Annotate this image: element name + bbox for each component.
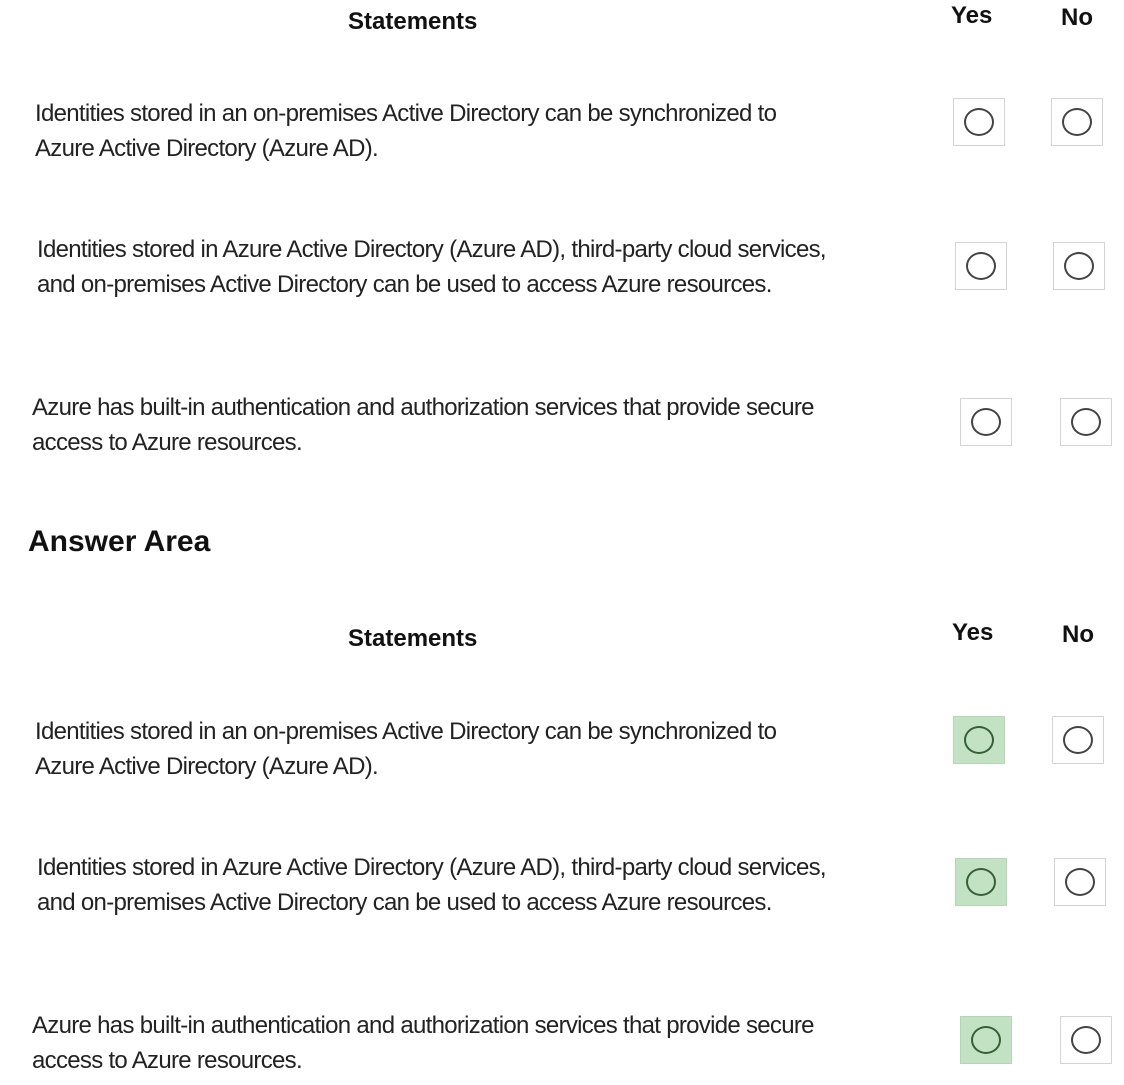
radio-circle-icon [1071, 1026, 1101, 1054]
statement-line: access to Azure resources. [32, 1047, 302, 1074]
no-header: No [1061, 4, 1093, 31]
statement-line: and on-premises Active Directory can be used to access Azure resources. [37, 271, 772, 298]
answer-radio-no-1[interactable] [1052, 716, 1104, 764]
answer-radio-yes-2-selected[interactable] [955, 858, 1007, 906]
answer-statement-3 [32, 1008, 814, 1078]
statement-line: Identities stored in Azure Active Directory (Azure AD), third-party cloud services, [37, 854, 826, 881]
answer-statement-2 [37, 850, 826, 920]
answer-radio-yes-3-selected[interactable] [960, 1016, 1012, 1064]
radio-circle-icon [966, 868, 996, 896]
statements-header: Statements [348, 8, 478, 35]
radio-circle-icon [971, 408, 1001, 436]
radio-circle-icon [966, 252, 996, 280]
radio-yes-1[interactable] [953, 98, 1005, 146]
answer-radio-no-2[interactable] [1054, 858, 1106, 906]
statement-line: Azure has built-in authentication and authorization services that provide secure [32, 1012, 814, 1039]
statement-line: Identities stored in an on-premises Active Directory can be synchronized to [35, 718, 777, 745]
radio-circle-icon [1062, 108, 1092, 136]
answer-yes-header: Yes [952, 619, 994, 646]
statement-line: Azure Active Directory (Azure AD). [35, 753, 378, 780]
radio-circle-icon [971, 1026, 1001, 1054]
statement-line: Identities stored in an on-premises Active Directory can be synchronized to [35, 100, 777, 127]
statement-1 [35, 96, 776, 166]
statement-line: access to Azure resources. [32, 429, 302, 456]
radio-circle-icon [1063, 726, 1093, 754]
answer-area-title: Answer Area [28, 525, 211, 558]
radio-no-3[interactable] [1060, 398, 1112, 446]
answer-radio-no-3[interactable] [1060, 1016, 1112, 1064]
yes-header: Yes [951, 2, 993, 29]
radio-no-2[interactable] [1053, 242, 1105, 290]
radio-circle-icon [1065, 868, 1095, 896]
radio-circle-icon [964, 108, 994, 136]
radio-no-1[interactable] [1051, 98, 1103, 146]
statement-3 [32, 390, 814, 460]
answer-statement-1 [35, 714, 776, 784]
statement-line: Identities stored in Azure Active Directory (Azure AD), third-party cloud services, [37, 236, 826, 263]
radio-circle-icon [964, 726, 994, 754]
answer-radio-yes-1-selected[interactable] [953, 716, 1005, 764]
statement-line: Azure has built-in authentication and authorization services that provide secure [32, 394, 814, 421]
statement-line: Azure Active Directory (Azure AD). [35, 135, 378, 162]
radio-yes-3[interactable] [960, 398, 1012, 446]
statement-line: and on-premises Active Directory can be used to access Azure resources. [37, 889, 772, 916]
answer-statements-header: Statements [348, 625, 478, 652]
radio-circle-icon [1064, 252, 1094, 280]
radio-yes-2[interactable] [955, 242, 1007, 290]
answer-no-header: No [1062, 621, 1094, 648]
radio-circle-icon [1071, 408, 1101, 436]
statement-2 [37, 232, 826, 302]
